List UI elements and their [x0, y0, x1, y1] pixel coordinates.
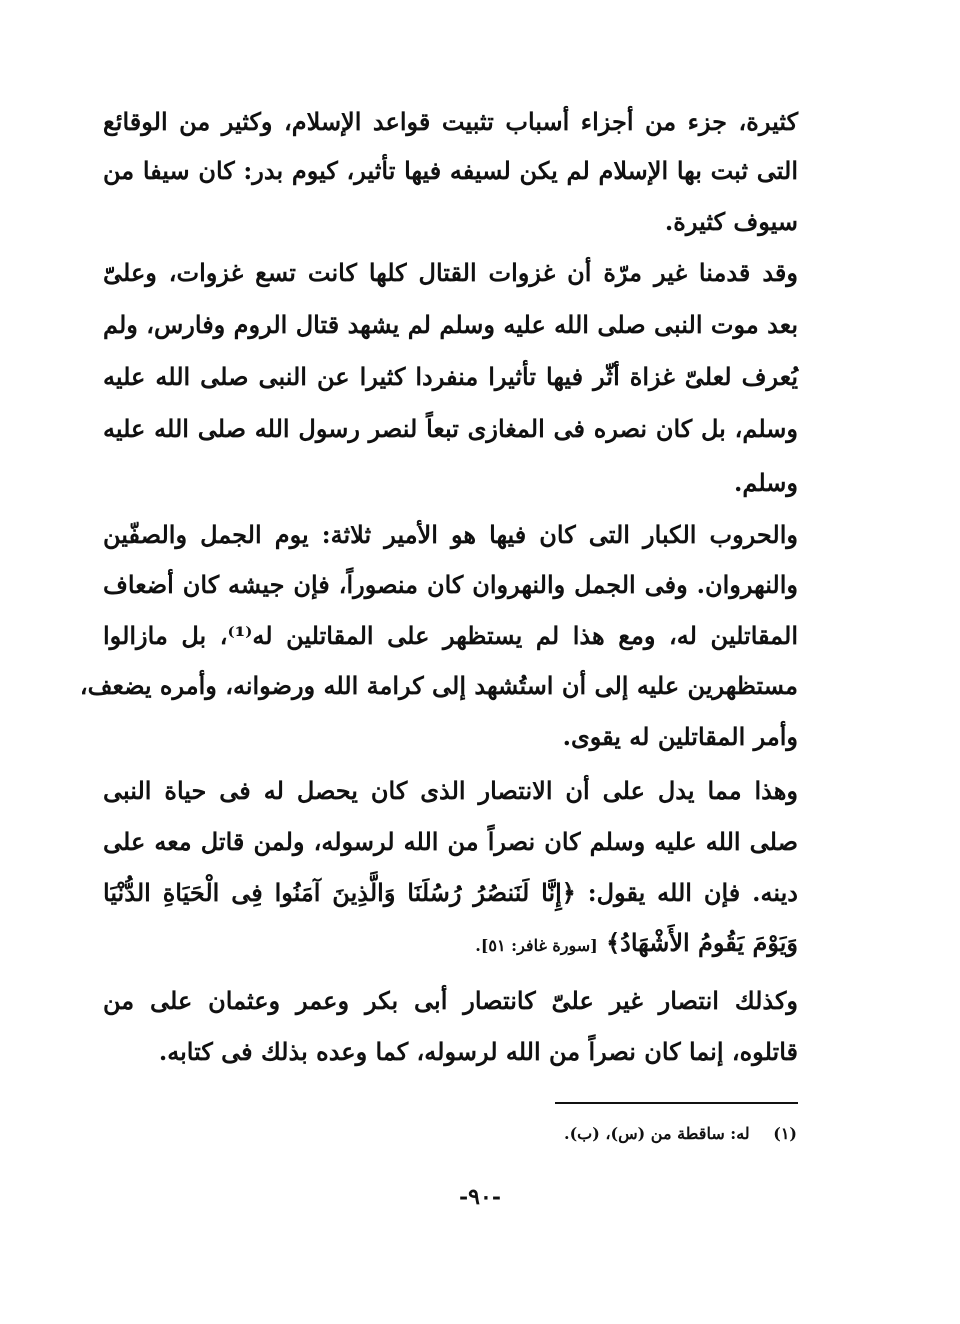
surah-citation: [سورة غافر: ٥١]. [475, 936, 598, 955]
text-line: بعد موت النبى صلى الله عليه وسلم لم يشهد قتال الروم وفارس، ولم [103, 310, 798, 339]
text-line: وسلم. [734, 468, 798, 497]
footnote-text: له: ساقطة من (س)، (ب). [564, 1124, 750, 1143]
text-line: والحروب الكبار التى كان فيها هو الأمير ثلاثة: يوم الجمل والصفّين [103, 520, 798, 549]
text-line: التى ثبت بها الإسلام لم يكن لسيفه فيها تأثير، كيوم بدر: كان سيفا من [103, 156, 798, 185]
text-line: وسلم، بل كان نصره فى المغازى تبعاً لنصر رسول الله صلى الله عليه [103, 414, 798, 443]
page-number: -٩٠- [459, 1184, 501, 1210]
footnote-number: (١) [773, 1124, 797, 1143]
text-line: قاتلوه، إنما كان نصراً من الله لرسوله، كما وعده بذلك فى كتابه. [158, 1037, 798, 1066]
text-line: المقاتلين له، ومع هذا لم يستظهر على المقاتلين له⁽¹⁾، بل مازالوا [103, 621, 799, 650]
verse-line [103, 924, 798, 964]
text-line: دينه. فإن الله يقول: ﴿إِنَّا لَنَنصُرُ رُسُلَنَا وَالَّذِينَ آمَنُوا فِى الْحَيَاةِ الدُّنْيَا [103, 878, 798, 907]
text-line: يُعرف لعلىّ غزاة أثّر فيها تأثيرا منفردا كثيرا عن النبى صلى الله عليه [103, 362, 798, 391]
footnote [564, 1122, 797, 1146]
text-line: وكذلك انتصار غير علىّ كانتصار أبى بكر وعمر وعثمان على من [103, 986, 798, 1015]
text-line: والنهروان. وفى الجمل والنهروان كان منصوراً، فإن جيشه كان أضعاف [103, 570, 799, 599]
text-line: وهذا مما يدل على أن الانتصار الذى كان يحصل له فى حياة النبى [103, 776, 798, 805]
text-line: سيوف كثيرة. [664, 207, 798, 236]
footnote-divider [555, 1102, 798, 1104]
text-line: صلى الله عليه وسلم كان نصراً من الله لرسوله، ولمن قاتل معه على [103, 827, 798, 856]
text-line: مستظهرين عليه إلى أن استُشهد إلى كرامة الله ورضوانه، وأمره يضعف، [79, 671, 798, 700]
text-line: وقد قدمنا غير مرّة أن غزوات القتال كلها كانت تسع غزوات، وعلىّ [103, 258, 798, 287]
quran-verse-end: وَيَوْمَ يَقُومُ الأَشْهَادُ﴾ [606, 928, 798, 957]
text-line: وأمر المقاتلين له يقوى. [562, 722, 798, 751]
text-line: كثيرة، جزء من أجزاء أسباب تثبيت قواعد الإسلام، وكثير من الوقائع [103, 107, 798, 136]
